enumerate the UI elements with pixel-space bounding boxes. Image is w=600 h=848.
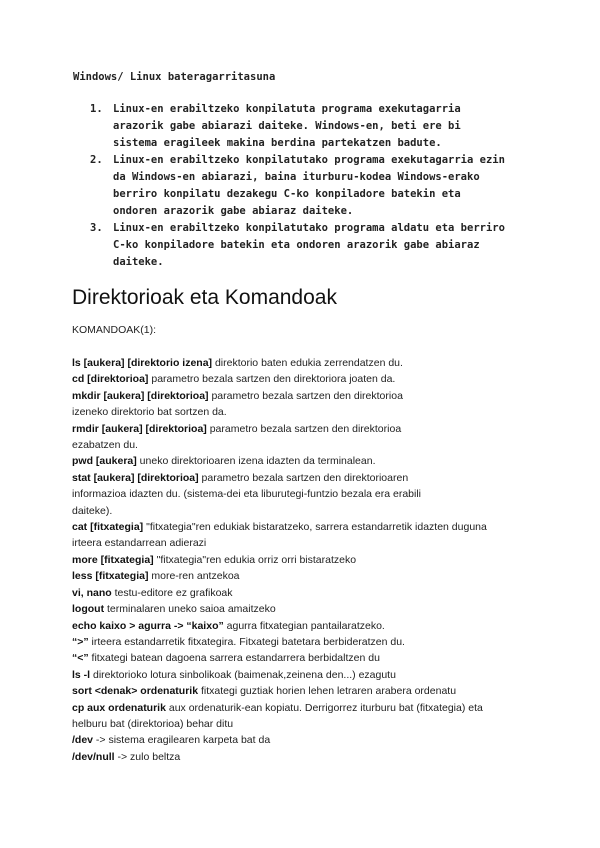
command-line bbox=[72, 404, 542, 420]
command-description: more-ren antzekoa bbox=[148, 570, 240, 583]
command-line bbox=[72, 519, 542, 535]
command-description: terminalaren uneko saioa amaitzeko bbox=[104, 603, 276, 616]
command-name: echo kaixo > agurra -> “kaixo” bbox=[72, 619, 224, 632]
command-description: informazioa idazten du. (sistema-dei eta liburutegi-funtzio bezala era erabili bbox=[72, 488, 422, 501]
command-line bbox=[72, 749, 542, 765]
command-line bbox=[72, 732, 542, 748]
compat-item-line: arazorik gabe abiarazi daiteke. Windows-en, beti ere bi bbox=[113, 120, 461, 132]
compat-item-line: Linux-en erabiltzeko konpilatutako programa aldatu eta berriro bbox=[113, 222, 505, 234]
command-line bbox=[72, 700, 542, 716]
commands-list bbox=[72, 355, 542, 765]
command-name: stat [aukera] [direktorioa] bbox=[72, 471, 199, 484]
command-line bbox=[72, 716, 542, 732]
command-line bbox=[72, 355, 542, 371]
compat-item-line: berriro konpilatu dezakegu C-ko konpiladore batekin eta bbox=[113, 188, 461, 200]
command-line bbox=[72, 470, 542, 486]
command-line bbox=[72, 601, 542, 617]
command-name: sort <denak> ordenaturik bbox=[72, 685, 199, 698]
command-description: fitxategi guztiak horien lehen letraren arabera ordenatu bbox=[198, 685, 457, 698]
command-description: daiteke). bbox=[72, 504, 113, 517]
command-name: “<” bbox=[72, 652, 89, 665]
command-description: agurra fitxategian pantailaratzeko. bbox=[223, 619, 385, 632]
compat-item bbox=[109, 101, 549, 152]
command-line bbox=[72, 667, 542, 683]
command-description: helburu bat (direktorioa) behar ditu bbox=[72, 717, 234, 730]
command-line bbox=[72, 453, 542, 469]
command-name: logout bbox=[72, 603, 105, 616]
command-line bbox=[72, 683, 542, 699]
command-description: direktorioko lotura sinbolikoak (baimenak,zeinena den...) ezagutu bbox=[90, 668, 396, 681]
command-line bbox=[72, 503, 542, 519]
command-description: fitxategi batean dagoena sarrera estandarrera berbidaltzen du bbox=[88, 652, 380, 665]
command-description: ezabatzen du. bbox=[72, 439, 138, 452]
command-line bbox=[72, 552, 542, 568]
command-name: vi, nano bbox=[72, 586, 112, 599]
command-name: /dev/null bbox=[72, 750, 115, 763]
command-description: uneko direktorioaren izena idazten da terminalean. bbox=[136, 455, 376, 468]
compat-item-line: daiteke. bbox=[113, 256, 164, 268]
command-description: "fitxategia"ren edukiak bistaratzeko, sarrera estandarretik idazten duguna bbox=[143, 521, 487, 534]
compat-item-line: ondoren arazorik gabe abiaraz daiteke. bbox=[113, 205, 354, 217]
command-description: irteera estandarrean adierazi bbox=[72, 537, 207, 550]
compat-item-line: da Windows-en abiarazi, baina iturburu-kodea Windows-erako bbox=[113, 171, 480, 183]
command-name: cd [direktorioa] bbox=[72, 373, 149, 386]
command-description: parametro bezala sartzen den direktorioaren bbox=[198, 471, 409, 484]
command-line bbox=[72, 585, 542, 601]
command-name: /dev bbox=[72, 734, 94, 747]
command-description: -> sistema eragilearen karpeta bat da bbox=[93, 734, 271, 747]
command-description: testu-editore ez grafikoak bbox=[111, 586, 233, 599]
command-name: more [fitxategia] bbox=[72, 553, 154, 566]
command-line bbox=[72, 371, 542, 387]
command-line bbox=[72, 437, 542, 453]
command-line bbox=[72, 388, 542, 404]
compat-item bbox=[109, 152, 549, 220]
command-line bbox=[72, 650, 542, 666]
command-name: less [fitxategia] bbox=[72, 570, 149, 583]
command-name: rmdir [aukera] [direktorioa] bbox=[72, 422, 207, 435]
command-description: aux ordenaturik-ean kopiatu. Derrigorrez iturburu bat (fitxategia) eta bbox=[165, 701, 483, 714]
command-name: ls -l bbox=[72, 668, 91, 681]
command-line bbox=[72, 634, 542, 650]
command-line bbox=[72, 618, 542, 634]
command-description: parametro bezala sartzen den direktoriora joaten da. bbox=[148, 373, 396, 386]
command-name: pwd [aukera] bbox=[72, 455, 137, 468]
command-line bbox=[72, 421, 542, 437]
compat-item-line: Linux-en erabiltzeko konpilatutako programa exekutagarria ezin bbox=[113, 154, 505, 166]
command-name: mkdir [aukera] [direktorioa] bbox=[72, 389, 209, 402]
command-description: -> zulo beltza bbox=[114, 750, 181, 763]
compat-item bbox=[109, 220, 549, 271]
command-description: "fitxategia"ren edukia orriz orri bistaratzeko bbox=[153, 553, 357, 566]
command-name: “>” bbox=[72, 635, 89, 648]
command-name: cat [fitxategia] bbox=[72, 521, 144, 534]
command-description: parametro bezala sartzen den direktorioa bbox=[206, 422, 402, 435]
compat-item-line: Linux-en erabiltzeko konpilatuta programa exekutagarria bbox=[113, 103, 461, 115]
command-name: ls [aukera] [direktorio izena] bbox=[72, 357, 213, 369]
command-description: direktorio baten edukia zerrendatzen du. bbox=[212, 357, 403, 369]
section-title: Windows/ Linux bateragarritasuna bbox=[73, 71, 276, 83]
command-description: irteera estandarretik fitxategira. Fitxategi batetara berbideratzen du. bbox=[88, 635, 405, 648]
command-line bbox=[72, 568, 542, 584]
command-line bbox=[72, 486, 542, 502]
compatibility-list bbox=[73, 101, 549, 271]
command-description: parametro bezala sartzen den direktorioa bbox=[208, 389, 403, 402]
compat-item-line: C-ko konpiladore batekin eta ondoren arazorik gabe abiaraz bbox=[113, 239, 480, 251]
commands-subheading: KOMANDOAK(1): bbox=[72, 324, 157, 336]
command-description: izeneko direktorio bat sortzen da. bbox=[72, 406, 227, 419]
compat-item-line: sistema eragileek makina berdina partekatzen badute. bbox=[113, 137, 442, 149]
command-name: cp aux ordenaturik bbox=[72, 701, 166, 714]
page-heading: Direktorioak eta Komandoak bbox=[72, 286, 337, 309]
command-line bbox=[72, 535, 542, 551]
